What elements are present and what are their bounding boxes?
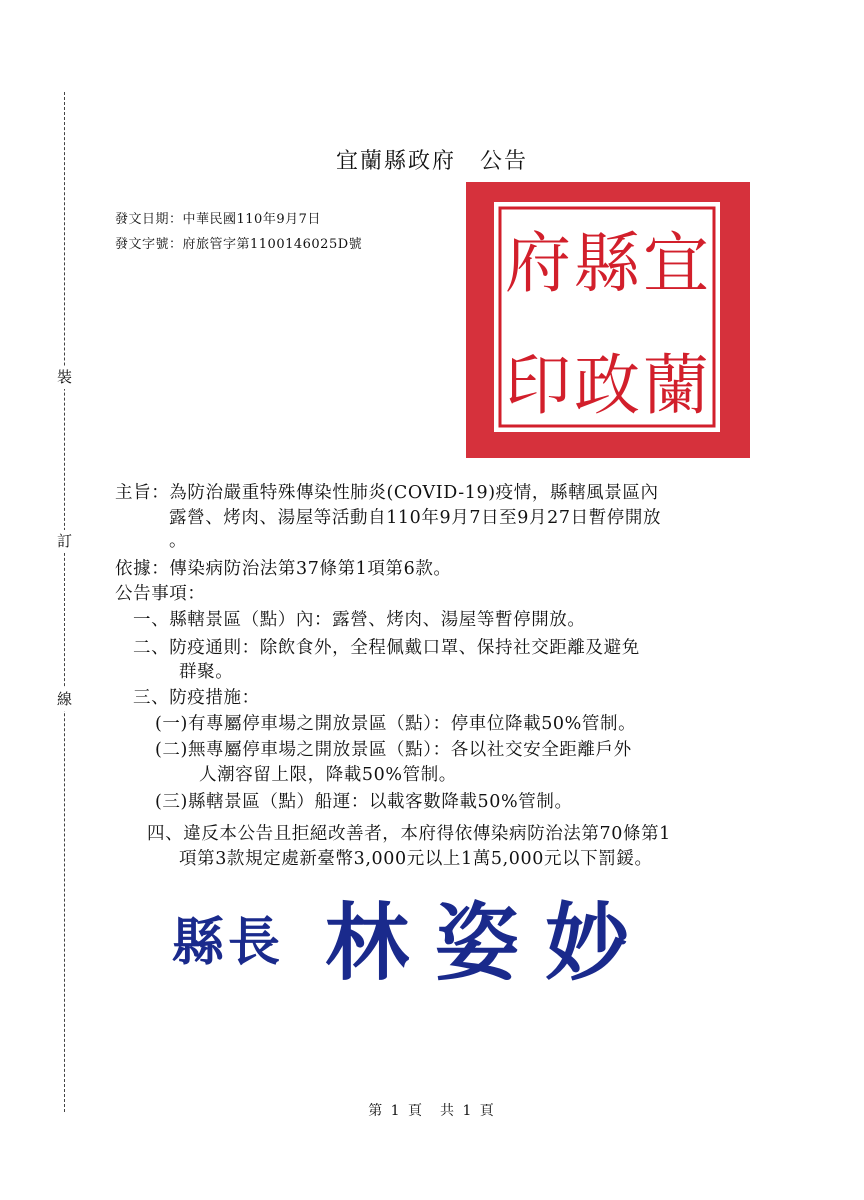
- item-3-3: (三)縣轄景區（點）船運：以載客數降載50%管制。: [155, 792, 573, 812]
- seal-char-2: 蘭: [643, 347, 709, 424]
- subject-line-1: 主旨：為防治嚴重特殊傳染性肺炎(COVID-19)疫情，縣轄風景區內: [115, 483, 659, 503]
- basis-line: 依據：傳染病防治法第37條第1項第6款。: [115, 559, 452, 579]
- subject-line-3: 。: [169, 531, 188, 551]
- item-2-line-1: 二、防疫通則：除飲食外，全程佩戴口罩、保持社交距離及避免: [133, 638, 640, 658]
- signature-name: 林姿妙: [325, 893, 656, 992]
- binding-mark-xian: 線: [56, 688, 73, 711]
- binding-mark-zhuang: 裝: [56, 366, 73, 389]
- items-heading: 公告事項：: [115, 584, 206, 604]
- item-2-line-2: 群聚。: [179, 662, 234, 682]
- issue-date: 發文日期：中華民國110年9月7日: [115, 212, 321, 227]
- official-seal-stamp: [460, 176, 756, 464]
- seal-char-3: 縣: [574, 225, 640, 302]
- seal-char-1: 宜: [643, 225, 709, 302]
- item-3-2-line-2: 人潮容留上限，降載50%管制。: [199, 765, 457, 785]
- subject-line-2: 露營、烤肉、湯屋等活動自110年9月7日至9月27日暫停開放: [169, 508, 662, 528]
- seal-char-5: 府: [505, 225, 571, 302]
- item-3-2-line-1: (二)無專屬停車場之開放景區（點）：各以社交安全距離戶外: [155, 740, 632, 760]
- page-info: 第 1 頁 共 1 頁: [368, 1103, 496, 1119]
- magistrate-signature: [0, 893, 864, 992]
- binding-mark-ding: 訂: [56, 530, 73, 553]
- item-3-1: (一)有專屬停車場之開放景區（點）：停車位降載50%管制。: [155, 714, 637, 734]
- item-3: 三、防疫措施：: [133, 688, 260, 708]
- item-4-line-1: 四、違反本公告且拒絕改善者，本府得依傳染病防治法第70條第1: [147, 824, 671, 844]
- document-title: 宜蘭縣政府 公告: [335, 149, 528, 174]
- item-1: 一、縣轄景區（點）內：露營、烤肉、湯屋等暫停開放。: [133, 610, 586, 630]
- item-4-line-2: 項第3款規定處新臺幣3,000元以上1萬5,000元以下罰鍰。: [179, 849, 653, 869]
- seal-char-6: 印: [505, 347, 571, 424]
- seal-char-4: 政: [574, 347, 640, 424]
- document-number: 發文字號：府旅管字第1100146025D號: [115, 237, 363, 252]
- signature-title: 縣長: [172, 912, 285, 973]
